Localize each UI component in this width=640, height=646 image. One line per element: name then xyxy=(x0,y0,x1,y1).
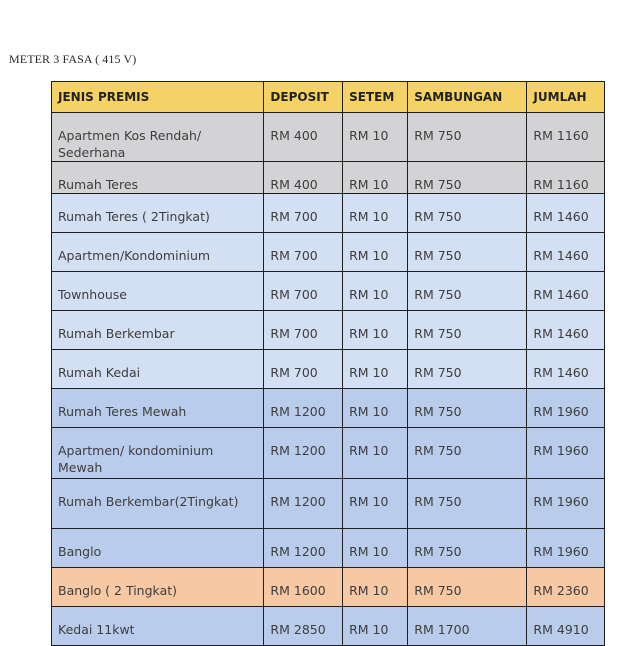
cell-setem: RM 10 xyxy=(343,607,408,646)
cell-setem: RM 10 xyxy=(343,162,408,194)
cell-jumlah: RM 1460 xyxy=(527,350,605,389)
cell-sambungan: RM 750 xyxy=(408,568,527,607)
cell-jumlah: RM 1460 xyxy=(527,233,605,272)
cell-premis: Rumah Berkembar(2Tingkat) xyxy=(52,479,264,529)
cell-jumlah: RM 4910 xyxy=(527,607,605,646)
cell-sambungan: RM 750 xyxy=(408,194,527,233)
cell-setem: RM 10 xyxy=(343,272,408,311)
table-row xyxy=(52,568,605,607)
cell-premis: Rumah Berkembar xyxy=(52,311,264,350)
cell-deposit: RM 700 xyxy=(264,233,343,272)
cell-deposit: RM 700 xyxy=(264,272,343,311)
table-header-row xyxy=(52,82,605,113)
cell-deposit: RM 700 xyxy=(264,194,343,233)
cell-jumlah: RM 1960 xyxy=(527,479,605,529)
cell-premis: Townhouse xyxy=(52,272,264,311)
cell-premis: Banglo ( 2 Tingkat) xyxy=(52,568,264,607)
cell-jumlah: RM 1460 xyxy=(527,272,605,311)
header-sambungan: SAMBUNGAN xyxy=(408,82,527,113)
cell-sambungan: RM 750 xyxy=(408,529,527,568)
cell-deposit: RM 1200 xyxy=(264,428,343,479)
cell-sambungan: RM 750 xyxy=(408,389,527,428)
cell-premis: Apartmen/ kondominium Mewah xyxy=(52,428,264,479)
table-row xyxy=(52,311,605,350)
table-row xyxy=(52,428,605,479)
table-row xyxy=(52,479,605,529)
cell-setem: RM 10 xyxy=(343,350,408,389)
cell-deposit: RM 400 xyxy=(264,113,343,162)
header-deposit: DEPOSIT xyxy=(264,82,343,113)
cell-premis: Apartmen Kos Rendah/ Sederhana xyxy=(52,113,264,162)
header-setem: SETEM xyxy=(343,82,408,113)
cell-jumlah: RM 1960 xyxy=(527,428,605,479)
cell-setem: RM 10 xyxy=(343,113,408,162)
table-row xyxy=(52,233,605,272)
cell-jumlah: RM 1160 xyxy=(527,113,605,162)
cell-sambungan: RM 750 xyxy=(408,113,527,162)
table-row xyxy=(52,272,605,311)
page-title: METER 3 FASA ( 415 V) xyxy=(9,52,137,66)
cell-jumlah: RM 1960 xyxy=(527,529,605,568)
table-row xyxy=(52,162,605,194)
cell-setem: RM 10 xyxy=(343,194,408,233)
cell-premis: Rumah Teres ( 2Tingkat) xyxy=(52,194,264,233)
cell-sambungan: RM 1700 xyxy=(408,607,527,646)
cell-premis: Apartmen/Kondominium xyxy=(52,233,264,272)
table-row xyxy=(52,529,605,568)
cell-sambungan: RM 750 xyxy=(408,350,527,389)
cell-jumlah: RM 1460 xyxy=(527,311,605,350)
cell-setem: RM 10 xyxy=(343,389,408,428)
cell-sambungan: RM 750 xyxy=(408,311,527,350)
cell-deposit: RM 1200 xyxy=(264,479,343,529)
cell-setem: RM 10 xyxy=(343,428,408,479)
header-jenis-premis: JENIS PREMIS xyxy=(52,82,264,113)
cell-setem: RM 10 xyxy=(343,568,408,607)
cell-setem: RM 10 xyxy=(343,479,408,529)
cell-setem: RM 10 xyxy=(343,311,408,350)
cell-premis: Banglo xyxy=(52,529,264,568)
cell-deposit: RM 2850 xyxy=(264,607,343,646)
cell-jumlah: RM 1160 xyxy=(527,162,605,194)
cell-deposit: RM 1200 xyxy=(264,529,343,568)
table-row xyxy=(52,113,605,162)
cell-sambungan: RM 750 xyxy=(408,162,527,194)
cell-deposit: RM 1200 xyxy=(264,389,343,428)
cell-sambungan: RM 750 xyxy=(408,233,527,272)
tariff-table xyxy=(51,81,605,646)
table-row xyxy=(52,194,605,233)
cell-jumlah: RM 2360 xyxy=(527,568,605,607)
cell-premis: Kedai 11kwt xyxy=(52,607,264,646)
cell-deposit: RM 1600 xyxy=(264,568,343,607)
cell-premis: Rumah Teres Mewah xyxy=(52,389,264,428)
header-jumlah: JUMLAH xyxy=(527,82,605,113)
table-row xyxy=(52,350,605,389)
cell-deposit: RM 400 xyxy=(264,162,343,194)
cell-deposit: RM 700 xyxy=(264,350,343,389)
cell-jumlah: RM 1460 xyxy=(527,194,605,233)
cell-deposit: RM 700 xyxy=(264,311,343,350)
cell-sambungan: RM 750 xyxy=(408,479,527,529)
cell-setem: RM 10 xyxy=(343,233,408,272)
cell-jumlah: RM 1960 xyxy=(527,389,605,428)
table-row xyxy=(52,389,605,428)
cell-premis: Rumah Kedai xyxy=(52,350,264,389)
cell-sambungan: RM 750 xyxy=(408,272,527,311)
cell-sambungan: RM 750 xyxy=(408,428,527,479)
cell-premis: Rumah Teres xyxy=(52,162,264,194)
cell-setem: RM 10 xyxy=(343,529,408,568)
